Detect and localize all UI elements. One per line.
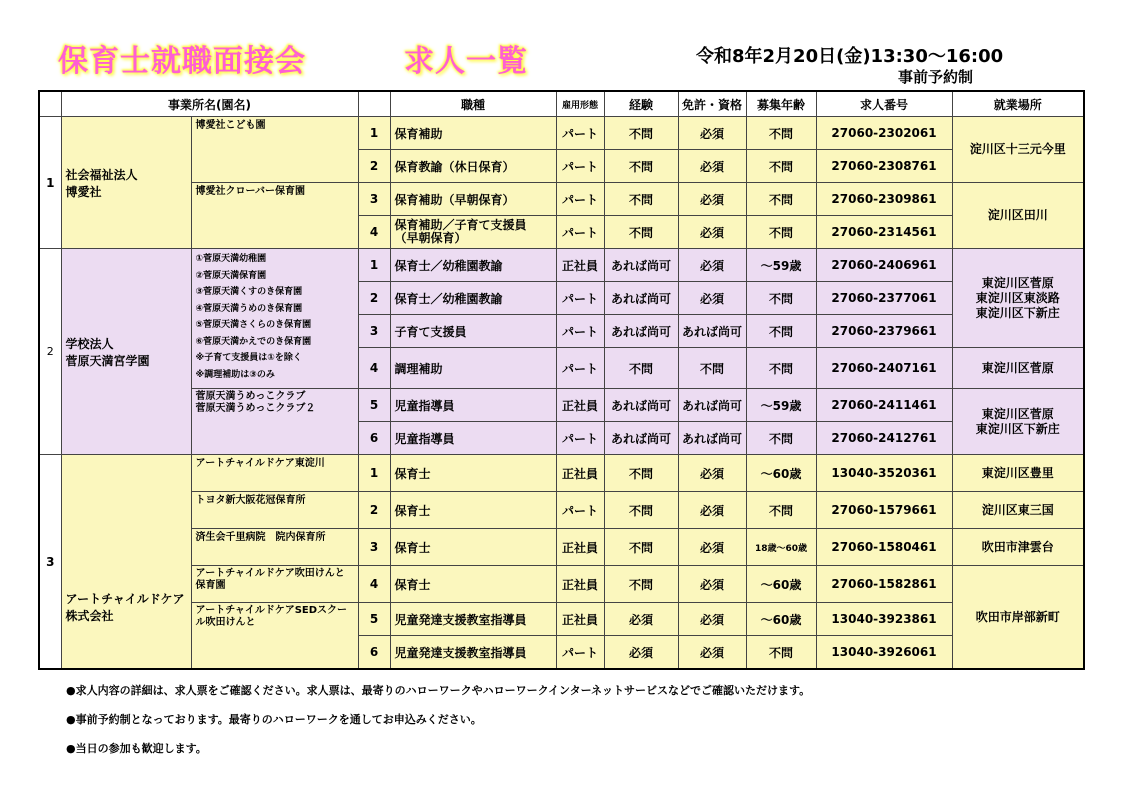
job-number: 27060-2412761 <box>816 422 952 455</box>
note-item: ●当日の参加も歓迎します。 <box>66 742 207 755</box>
workplace <box>952 389 1084 455</box>
employment-type: パート <box>556 315 604 348</box>
facility-name: アートチャイルドケア東淀川 <box>191 455 358 492</box>
corp-line: 社会福祉法人 <box>65 167 138 182</box>
experience: 不問 <box>604 150 678 183</box>
age: 不問 <box>746 492 816 529</box>
row-no: 3 <box>358 183 390 216</box>
age: 不問 <box>746 348 816 389</box>
facility-line: アートチャイルドケアSEDスクー <box>195 605 348 616</box>
facility-line: 保育園 <box>195 580 226 591</box>
table-row <box>39 117 1084 150</box>
reservation-note: 事前予約制 <box>898 68 974 86</box>
job-number: 27060-2407161 <box>816 348 952 389</box>
row-no: 4 <box>358 216 390 249</box>
job-title: 保育士 <box>390 492 556 529</box>
job-title: 保育士 <box>390 566 556 603</box>
row-no: 1 <box>358 117 390 150</box>
facility-line: ※子育て支援員は①を除く <box>195 353 302 363</box>
facility-line: ⑤菅原天満さくらのき保育園 <box>195 320 312 330</box>
experience: 不問 <box>604 529 678 566</box>
age: 不問 <box>746 315 816 348</box>
table-row <box>39 566 1084 603</box>
employment-type: パート <box>556 117 604 150</box>
workplace: 吹田市岸部新町 <box>952 566 1084 670</box>
header-office: 事業所名(園名) <box>61 91 358 117</box>
job-title: 保育補助（早朝保育） <box>390 183 556 216</box>
facility-line: ※調理補助は③のみ <box>195 369 275 380</box>
job-title: 保育士／幼稚園教諭 <box>390 282 556 315</box>
license: あれば尚可 <box>678 422 746 455</box>
experience: 必須 <box>604 636 678 670</box>
age: ～60歳 <box>746 566 816 603</box>
corp-line: 菅原天満宮学園 <box>65 353 150 368</box>
license: 必須 <box>678 117 746 150</box>
job-number: 13040-3923861 <box>816 603 952 636</box>
employment-type: パート <box>556 282 604 315</box>
experience: 不問 <box>604 216 678 249</box>
age: ～59歳 <box>746 389 816 422</box>
job-title: 児童発達支援教室指導員 <box>390 603 556 636</box>
workplace-line: 東淀川区下新庄 <box>975 305 1060 320</box>
license: 必須 <box>678 492 746 529</box>
facility-line: ル吹田けんと <box>195 617 256 628</box>
license: 必須 <box>678 282 746 315</box>
job-title: 児童指導員 <box>390 422 556 455</box>
row-no: 3 <box>358 315 390 348</box>
age: 不問 <box>746 150 816 183</box>
employment-type: パート <box>556 216 604 249</box>
table-row <box>39 389 1084 422</box>
row-no: 1 <box>358 455 390 492</box>
license: 必須 <box>678 455 746 492</box>
job-title: 保育補助 <box>390 117 556 150</box>
employment-type: 正社員 <box>556 455 604 492</box>
workplace: 東淀川区菅原 <box>952 348 1084 389</box>
employment-type: 正社員 <box>556 529 604 566</box>
job-title: 子育て支援員 <box>390 315 556 348</box>
license: 必須 <box>678 566 746 603</box>
job-listing-table <box>38 90 1085 670</box>
license: あれば尚可 <box>678 389 746 422</box>
workplace <box>952 249 1084 348</box>
age: 不問 <box>746 636 816 670</box>
employment-type: パート <box>556 150 604 183</box>
job-title-line: 保育補助／子育て支援員 <box>394 218 527 232</box>
experience: あれば尚可 <box>604 315 678 348</box>
facility-line: アートチャイルドケア吹田けんと <box>195 568 345 579</box>
job-title: 調理補助 <box>390 348 556 389</box>
employment-type: 正社員 <box>556 603 604 636</box>
corp-line: アートチャイルドケア <box>65 591 185 606</box>
employment-type: 正社員 <box>556 389 604 422</box>
job-number: 27060-2411461 <box>816 389 952 422</box>
experience: あれば尚可 <box>604 249 678 282</box>
group-index: 3 <box>39 455 61 670</box>
title-main: 保育士就職面接会 <box>58 44 306 79</box>
license: 必須 <box>678 249 746 282</box>
job-number: 27060-1579661 <box>816 492 952 529</box>
facility-line: 菅原天満うめっこクラブ２ <box>195 403 316 414</box>
corp-name <box>61 455 191 670</box>
job-title: 保育士／幼稚園教諭 <box>390 249 556 282</box>
workplace: 東淀川区豊里 <box>952 455 1084 492</box>
job-number: 27060-2406961 <box>816 249 952 282</box>
age: ～60歳 <box>746 603 816 636</box>
corp-name <box>61 117 191 249</box>
license: 必須 <box>678 529 746 566</box>
corp-name <box>61 249 191 455</box>
employment-type: パート <box>556 636 604 670</box>
row-no: 6 <box>358 422 390 455</box>
job-title: 児童指導員 <box>390 389 556 422</box>
header-job: 職種 <box>390 91 556 117</box>
license: 必須 <box>678 636 746 670</box>
experience: 不問 <box>604 566 678 603</box>
license: あれば尚可 <box>678 315 746 348</box>
facility-name <box>191 389 358 455</box>
header-no <box>358 91 390 117</box>
row-no: 4 <box>358 566 390 603</box>
job-number: 27060-2308761 <box>816 150 952 183</box>
age: 不問 <box>746 117 816 150</box>
job-number: 27060-2314561 <box>816 216 952 249</box>
title-sub: 求人一覧 <box>404 44 528 79</box>
employment-type: パート <box>556 422 604 455</box>
row-no: 2 <box>358 492 390 529</box>
facility-name: 済生会千里病院 院内保育所 <box>191 529 358 566</box>
row-no: 5 <box>358 603 390 636</box>
facility-line: ③菅原天満くすのき保育園 <box>195 287 303 297</box>
group-index: 2 <box>39 249 61 455</box>
age: 18歳～60歳 <box>746 529 816 566</box>
facility-name: 博愛社クローバー保育園 <box>191 183 358 249</box>
table-row <box>39 492 1084 529</box>
workplace: 淀川区東三国 <box>952 492 1084 529</box>
job-number: 13040-3926061 <box>816 636 952 670</box>
facility-line: ⑥菅原天満かえでのき保育園 <box>195 336 312 347</box>
experience: 必須 <box>604 603 678 636</box>
facility-line: ④菅原天満うめのき保育園 <box>195 303 303 314</box>
row-no: 2 <box>358 282 390 315</box>
job-title: 保育教諭（休日保育） <box>390 150 556 183</box>
table-row <box>39 183 1084 216</box>
experience: あれば尚可 <box>604 422 678 455</box>
employment-type: パート <box>556 183 604 216</box>
workplace: 淀川区十三元今里 <box>952 117 1084 183</box>
row-no: 1 <box>358 249 390 282</box>
license: 必須 <box>678 183 746 216</box>
facility-name <box>191 603 358 670</box>
facility-line: ①菅原天満幼稚園 <box>195 254 267 264</box>
experience: 不問 <box>604 183 678 216</box>
job-number: 27060-2377061 <box>816 282 952 315</box>
employment-type: 正社員 <box>556 566 604 603</box>
experience: あれば尚可 <box>604 282 678 315</box>
table-row <box>39 529 1084 566</box>
age: ～59歳 <box>746 249 816 282</box>
row-no: 6 <box>358 636 390 670</box>
row-no: 4 <box>358 348 390 389</box>
age: 不問 <box>746 183 816 216</box>
job-number: 27060-2309861 <box>816 183 952 216</box>
table-row <box>39 455 1084 492</box>
experience: あれば尚可 <box>604 389 678 422</box>
group-index: 1 <box>39 117 61 249</box>
license: 必須 <box>678 216 746 249</box>
corp-line: 博愛社 <box>65 184 102 199</box>
facility-name: トヨタ新大阪花冠保育所 <box>191 492 358 529</box>
facility-line: ②菅原天満保育園 <box>195 270 267 281</box>
table-row <box>39 603 1084 636</box>
notes <box>66 684 810 771</box>
event-date: 令和8年2月20日(金)13:30～16:00 <box>696 46 1004 67</box>
job-title: 保育士 <box>390 455 556 492</box>
row-no: 3 <box>358 529 390 566</box>
facility-name <box>191 566 358 603</box>
experience: 不問 <box>604 492 678 529</box>
corp-line: 株式会社 <box>65 608 114 623</box>
experience: 不問 <box>604 348 678 389</box>
workplace: 吹田市津雲台 <box>952 529 1084 566</box>
job-title: 保育士 <box>390 529 556 566</box>
header-age: 募集年齢 <box>746 91 816 117</box>
header-workplace: 就業場所 <box>952 91 1084 117</box>
table-row <box>39 249 1084 282</box>
corp-line: 学校法人 <box>65 336 114 351</box>
experience: 不問 <box>604 455 678 492</box>
header-job-number: 求人番号 <box>816 91 952 117</box>
job-number: 27060-2302061 <box>816 117 952 150</box>
header-license: 免許・資格 <box>678 91 746 117</box>
job-title-line: （早朝保育） <box>394 231 467 245</box>
header-employment: 雇用形態 <box>556 91 604 117</box>
age: 不問 <box>746 216 816 249</box>
workplace-line: 東淀川区下新庄 <box>975 421 1060 436</box>
workplace-line: 東淀川区東淡路 <box>975 290 1060 305</box>
employment-type: パート <box>556 348 604 389</box>
note-item: ●事前予約制となっております。最寄りのハローワークを通してお申込みください。 <box>66 713 482 726</box>
note-item: ●求人内容の詳細は、求人票をご確認ください。求人票は、最寄りのハローワークやハローワークインターネットサービスなどでご確認いただけます。 <box>66 684 811 697</box>
facility-list <box>191 249 358 389</box>
row-no: 2 <box>358 150 390 183</box>
job-title <box>390 216 556 249</box>
table-header-row <box>39 91 1084 117</box>
job-number: 27060-2379661 <box>816 315 952 348</box>
license: 不問 <box>678 348 746 389</box>
experience: 不問 <box>604 117 678 150</box>
employment-type: 正社員 <box>556 249 604 282</box>
age: 不問 <box>746 422 816 455</box>
workplace-line: 東淀川区菅原 <box>981 406 1054 421</box>
age: ～60歳 <box>746 455 816 492</box>
employment-type: パート <box>556 492 604 529</box>
license: 必須 <box>678 603 746 636</box>
job-number: 13040-3520361 <box>816 455 952 492</box>
workplace-line: 東淀川区菅原 <box>981 275 1054 290</box>
job-number: 27060-1580461 <box>816 529 952 566</box>
job-title: 児童発達支援教室指導員 <box>390 636 556 670</box>
workplace: 淀川区田川 <box>952 183 1084 249</box>
header-blank <box>39 91 61 117</box>
header-experience: 経験 <box>604 91 678 117</box>
age: 不問 <box>746 282 816 315</box>
facility-line: 菅原天満うめっこクラブ <box>195 391 306 402</box>
job-number: 27060-1582861 <box>816 566 952 603</box>
facility-name: 博愛社こども園 <box>191 117 358 183</box>
row-no: 5 <box>358 389 390 422</box>
license: 必須 <box>678 150 746 183</box>
